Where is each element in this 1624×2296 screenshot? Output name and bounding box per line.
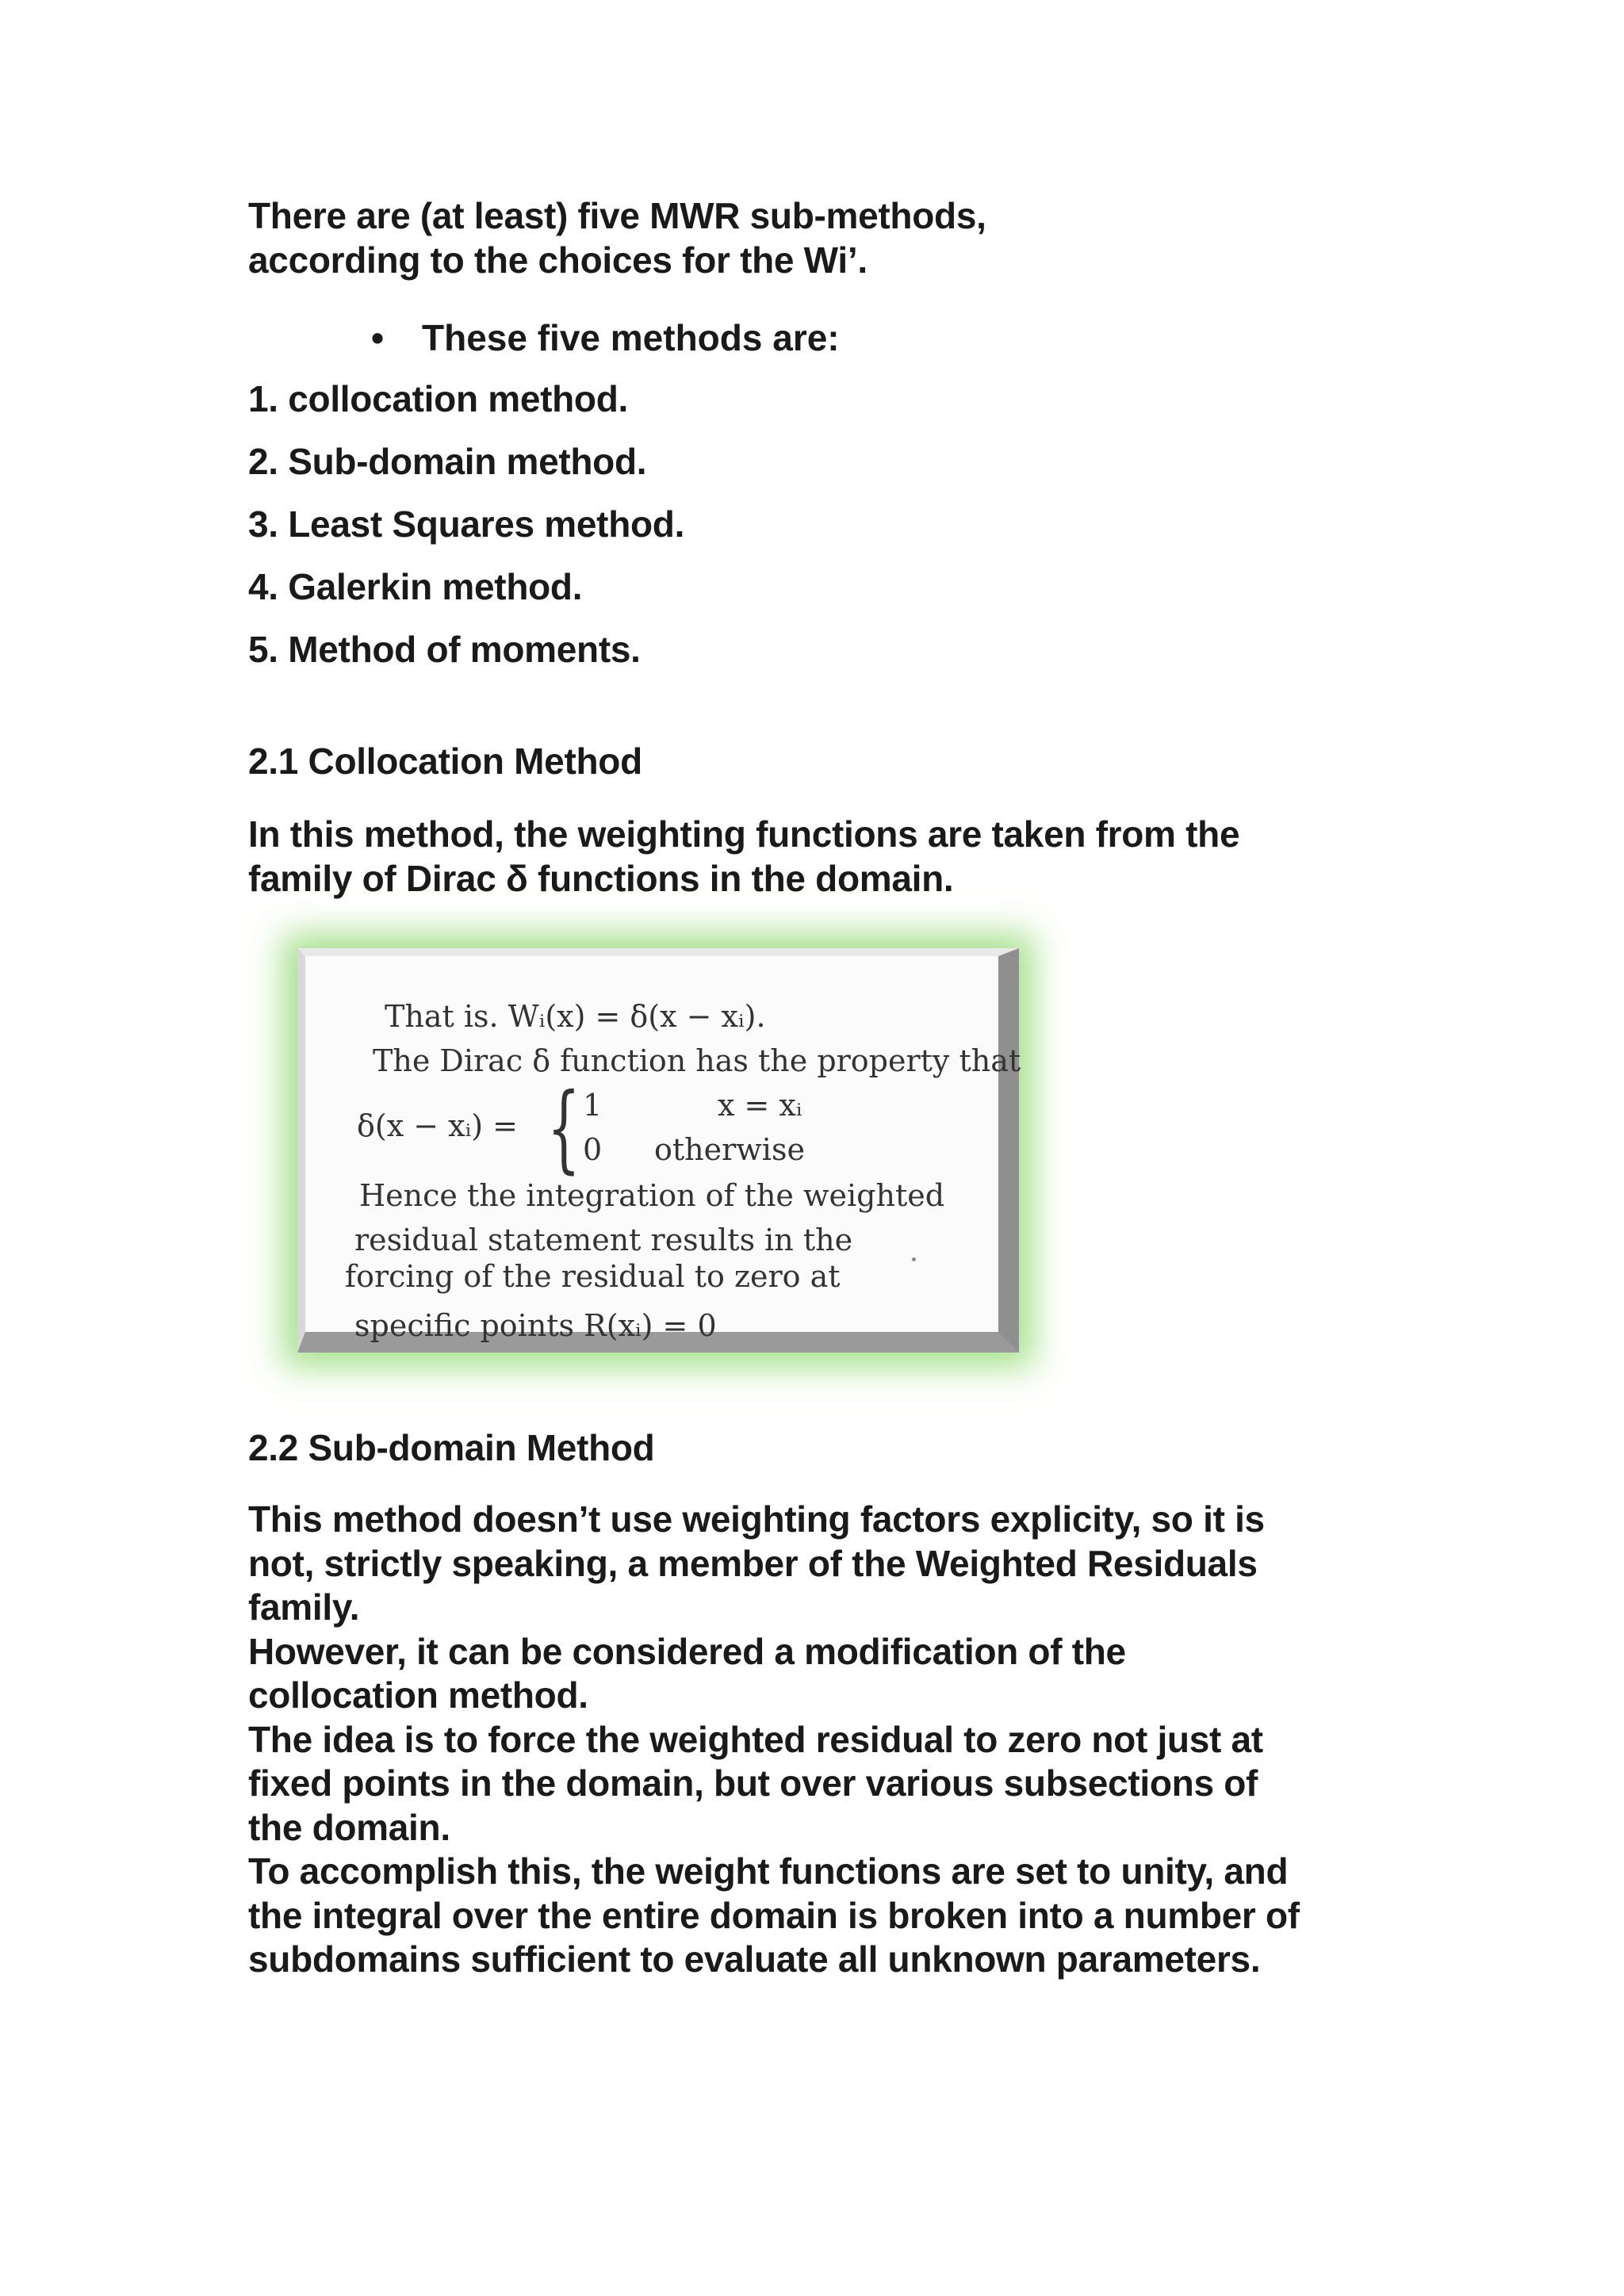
section-heading: 2.2 Sub-domain Method: [248, 1427, 655, 1468]
methods-list: [248, 377, 684, 690]
paragraph-line: However, it can be considered a modification of the: [248, 1630, 1126, 1672]
intro-line: according to the choices for the Wi’.: [248, 239, 868, 281]
case-value: 1: [583, 1088, 603, 1123]
dirac-delta-figure: [297, 948, 1019, 1353]
paragraph-line: To accomplish this, the weight functions are set to unity, and: [248, 1850, 1289, 1892]
figure-line: forcing of the residual to zero at: [345, 1259, 841, 1294]
list-item: 1. collocation method.: [248, 378, 629, 419]
bullet-icon: •: [371, 317, 385, 358]
case-condition: x = xᵢ: [718, 1088, 802, 1123]
figure-line: specific points R(xᵢ) = 0: [354, 1308, 717, 1343]
equation-lhs: δ(x − xᵢ) =: [357, 1108, 518, 1143]
intro-paragraph: [248, 193, 1398, 282]
list-item: 4. Galerkin method.: [248, 566, 583, 607]
figure-line: That is. Wᵢ(x) = δ(x − xᵢ).: [385, 999, 766, 1034]
case-condition: otherwise: [654, 1132, 805, 1167]
paragraph-line: the integral over the entire domain is broken into a number of: [248, 1894, 1300, 1936]
paragraph-line: not, strictly speaking, a member of the Weighted Residuals: [248, 1542, 1258, 1584]
paragraph-line: collocation method.: [248, 1674, 588, 1716]
figure-line: residual statement results in the: [354, 1223, 853, 1257]
list-item: 2. Sub-domain method.: [248, 441, 647, 482]
bullet-text: These five methods are:: [422, 317, 840, 358]
speck-dot: [912, 1257, 916, 1261]
case-value: 0: [583, 1132, 603, 1167]
paragraph-line: family.: [248, 1586, 360, 1628]
section-heading: 2.1 Collocation Method: [248, 740, 642, 782]
paragraph-line: fixed points in the domain, but over various subsections of: [248, 1762, 1258, 1804]
section-paragraph: [248, 1498, 1438, 1982]
paragraph-line: the domain.: [248, 1806, 450, 1848]
bullet-item: [371, 316, 840, 360]
paragraph-line: The idea is to force the weighted residual to zero not just at: [248, 1718, 1263, 1760]
list-item: 3. Least Squares method.: [248, 503, 685, 545]
list-item: 5. Method of moments.: [248, 629, 641, 670]
figure-line: The Dirac δ function has the property that: [373, 1043, 1021, 1078]
paragraph-line: In this method, the weighting functions are taken from the: [248, 813, 1240, 855]
figure-line: Hence the integration of the weighted: [359, 1178, 945, 1213]
paragraph-line: This method doesn’t use weighting factors explicity, so it is: [248, 1498, 1265, 1540]
paragraph-line: subdomains sufficient to evaluate all unknown parameters.: [248, 1938, 1261, 1980]
paragraph-line: family of Dirac δ functions in the domain.: [248, 858, 954, 899]
section-paragraph: [248, 812, 1438, 901]
brace-symbol: {: [547, 1073, 580, 1184]
intro-line: There are (at least) five MWR sub-methods,: [248, 195, 986, 236]
